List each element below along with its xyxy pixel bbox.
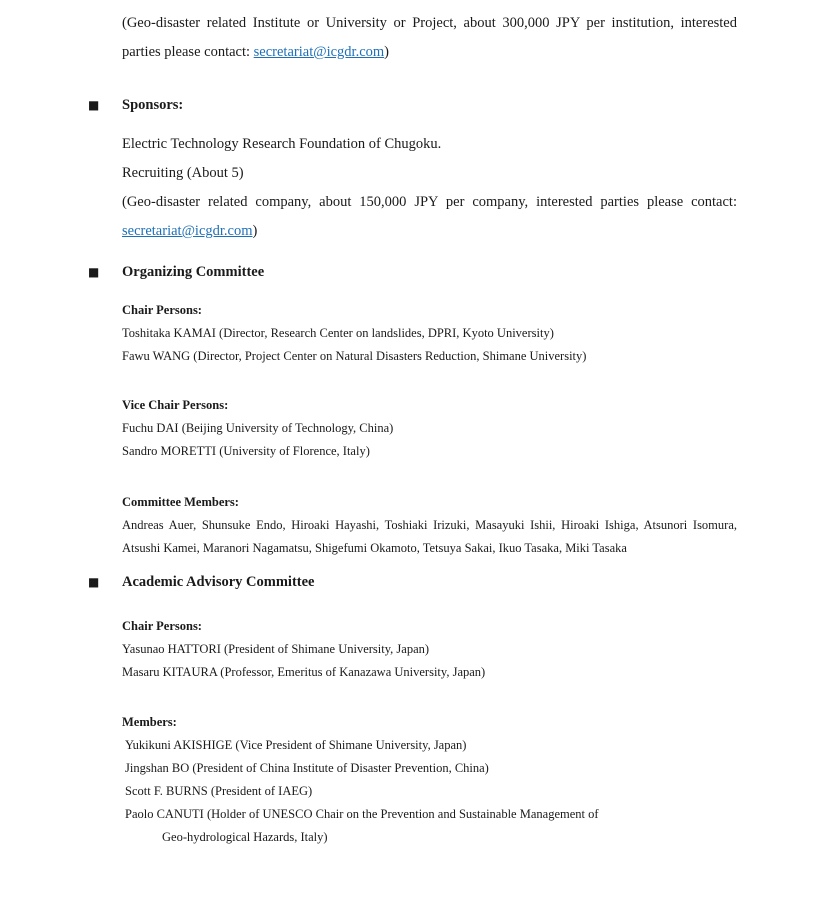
committee-member-line: Jingshan BO (President of China Institute of Disaster Prevention, China) (125, 761, 489, 775)
committee-member-line: Scott F. BURNS (President of IAEG) (125, 784, 313, 798)
vice-chair-persons-title: Vice Chair Persons: (122, 398, 229, 412)
intro-text-pre: (Geo-disaster related Institute or University or Project, about 300,000 JPY per institution, interested parties please contact: (122, 15, 737, 60)
sponsor-line: Electric Technology Research Foundation of Chugoku. (122, 136, 442, 152)
academic-advisory-heading-label: Academic Advisory Committee (122, 574, 315, 590)
committee-member-line: Toshitaka KAMAI (Director, Research Center on landslides, DPRI, Kyoto University) (122, 326, 554, 340)
committee-member-line: Fawu WANG (Director, Project Center on Natural Disasters Reduction, Shimane University) (122, 349, 587, 363)
committee-members-block (122, 491, 737, 560)
sponsors-note-paragraph (122, 188, 737, 246)
square-bullet-icon: ■ (88, 265, 100, 279)
vice-chair-persons-block (122, 394, 737, 463)
sponsors-body (122, 130, 737, 246)
committee-member-line: Masaru KITAURA (Professor, Emeritus of Kanazawa University, Japan) (122, 665, 486, 679)
sponsors-heading (88, 91, 737, 120)
sponsors-note-post: ) (252, 223, 258, 239)
committee-members-title: Committee Members: (122, 495, 239, 509)
committee-member-line: Yasunao HATTORI (President of Shimane University, Japan) (122, 642, 430, 656)
chair-persons-title: Chair Persons: (122, 303, 202, 317)
committee-members-text: Andreas Auer, Shunsuke Endo, Hiroaki Hayashi, Toshiaki Irizuki, Masayuki Ishii, Hiroaki Ishiga, Atsunori Isomura, Atsushi Kamei, Maranori Nagamatsu, Shigefumi Okamoto, Tetsuya Sakai, Ikuo Tasaka, Miki Tasaka (122, 518, 737, 555)
sponsors-heading-label: Sponsors: (122, 97, 184, 113)
intro-text-post: ) (384, 44, 389, 60)
square-bullet-icon: ■ (88, 98, 100, 112)
organizing-committee-heading (88, 258, 737, 287)
intro-paragraph (122, 9, 737, 67)
secretariat-email-link[interactable]: secretariat@icgdr.com (122, 223, 253, 239)
organizing-committee-heading-label: Organizing Committee (122, 264, 265, 280)
members-title: Members: (122, 715, 177, 729)
sponsor-line: Recruiting (About 5) (122, 165, 244, 181)
sponsors-note-pre: (Geo-disaster related company, about 150,000 JPY per company, interested parties please contact: (122, 194, 737, 210)
committee-member-continuation-line: Geo-hydrological Hazards, Italy) (162, 830, 328, 844)
committee-member-line: Yukikuni AKISHIGE (Vice President of Shimane University, Japan) (125, 738, 467, 752)
academic-chair-persons-block (122, 615, 737, 684)
committee-member-line: Sandro MORETTI (University of Florence, Italy) (122, 444, 370, 458)
square-bullet-icon: ■ (88, 575, 100, 589)
secretariat-email-link[interactable]: secretariat@icgdr.com (253, 44, 385, 60)
academic-advisory-heading (88, 568, 737, 597)
committee-member-line: Fuchu DAI (Beijing University of Technology, China) (122, 421, 394, 435)
academic-members-block (122, 711, 737, 849)
committee-member-line: Paolo CANUTI (Holder of UNESCO Chair on the Prevention and Sustainable Management of (125, 807, 599, 821)
organizing-chair-persons-block (122, 299, 737, 368)
chair-persons-title: Chair Persons: (122, 619, 202, 633)
